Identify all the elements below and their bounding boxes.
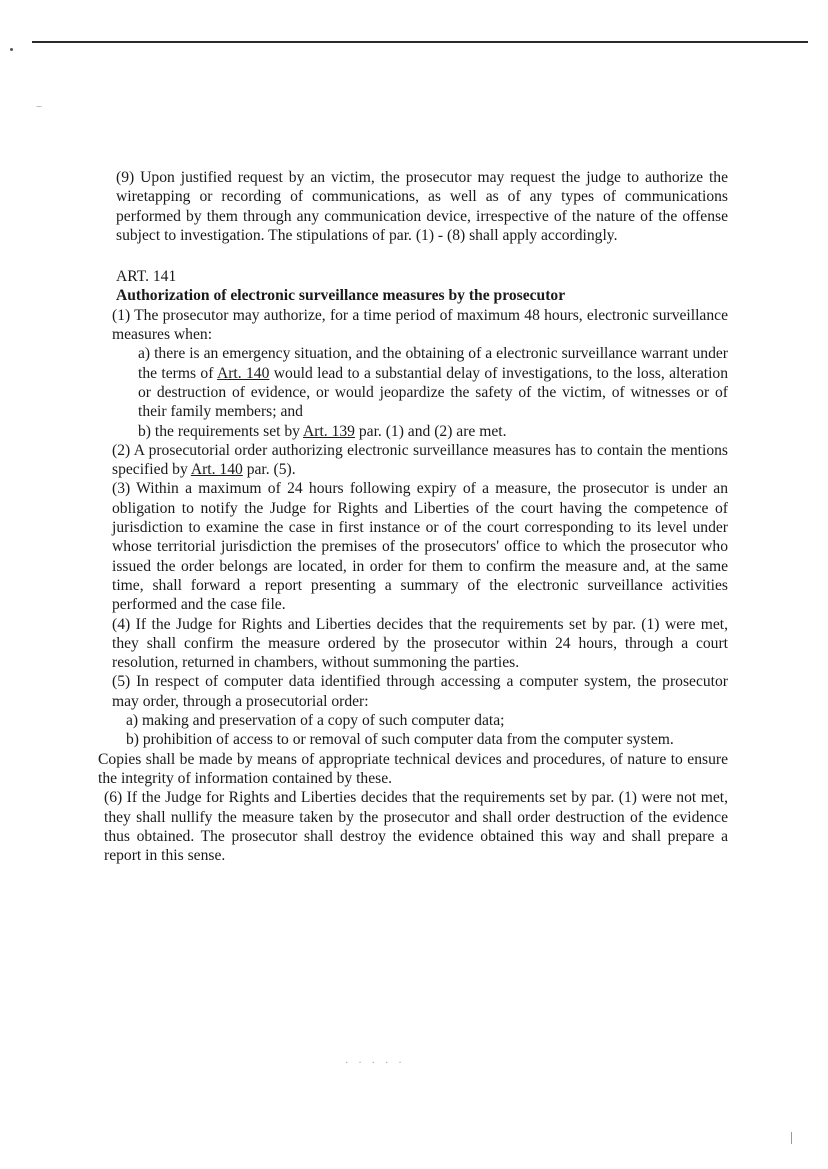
paragraph-9: (9) Upon justified request by an victim, the prosecutor may request the judge to authorize the wiretapping or recording of communications, as well as of any types of communications performed by them through any communication device, irrespective of the nature of the offense subject to investigation. The stipulations of par. (1) - (8) shall apply accordingly.: [116, 169, 728, 244]
section-2-text-start: (2) A prosecutorial order authorizing electronic surveillance measures has to contain the mentions specified by: [112, 441, 728, 479]
scan-edge-mark: [791, 1132, 792, 1144]
scan-speck: [10, 48, 13, 51]
article-title: Authorization of electronic surveillance measures by the prosecutor: [116, 287, 566, 305]
item-b-text-end: par. (1) and (2) are met.: [354, 422, 507, 440]
section-5-item-b: b) prohibition of access to or removal of such computer data from the computer system.: [126, 731, 674, 749]
section-2-text-end: par. (5).: [242, 461, 296, 479]
article-number: ART. 141: [116, 268, 177, 286]
article-reference-link[interactable]: Art. 140: [216, 364, 270, 382]
section-1: (1) The prosecutor may authorize, for a time period of maximum 48 hours, electronic surveillance measures when:: [112, 306, 728, 344]
article-reference-link[interactable]: Art. 140: [190, 461, 243, 479]
section-2: [112, 441, 728, 480]
scan-speck: [36, 106, 42, 107]
item-a-text-start: a) there is an emergency situation, and the obtaining of a electronic surveillance warrant under the terms of: [138, 345, 728, 382]
section-5-item-a: a) making and preservation of a copy of such computer data;: [126, 712, 505, 730]
copies-paragraph: Copies shall be made by means of appropriate technical devices and procedures, of nature to ensure the integrity of information contained by these.: [98, 750, 728, 787]
article-reference-link[interactable]: Art. 139: [303, 422, 355, 440]
document-body: [98, 168, 728, 865]
section-1-item-a: [138, 344, 728, 421]
section-6: (6) If the Judge for Rights and Liberties decides that the requirements set by par. (1) were not met, they shall nullify the measure taken by the prosecutor and shall order destruction of the evidence thus obtained. The prosecutor shall destroy the evidence obtained this way and shall prepare a report in this sense.: [104, 789, 728, 865]
section-4: (4) If the Judge for Rights and Liberties decides that the requirements set by par. (1) were met, they shall confirm the measure ordered by the prosecutor within 24 hours, through a court resolution, returned in chambers, without summoning the parties.: [112, 615, 728, 672]
scan-artifact-dots: ·····: [345, 1058, 412, 1069]
page-top-rule: [32, 41, 808, 43]
item-b-text-start: b) the requirements set by: [138, 422, 303, 440]
section-3: (3) Within a maximum of 24 hours following expiry of a measure, the prosecutor is under an obligation to notify the Judge for Rights and Liberties of the court having the competence of jurisdiction to examine the case in first instance or of the court corresponding to its level under whose territorial jurisdiction the premises of the prosecutors' office to which the prosecutor who issued the order belongs are located, in order for them to confirm the measure and, at the same time, shall forward a report presenting a summary of the electronic surveillance activities performed and the case file.: [112, 480, 728, 614]
section-5: (5) In respect of computer data identified through accessing a computer system, the prosecutor may order, through a prosecutorial order:: [112, 673, 728, 710]
item-a-text-end: would lead to a substantial delay of investigations, to the loss, alteration or destruction of evidence, or would jeopardize the safety of the victim, of witnesses or of their family members; and: [138, 364, 728, 421]
section-1-item-b: [138, 422, 728, 441]
